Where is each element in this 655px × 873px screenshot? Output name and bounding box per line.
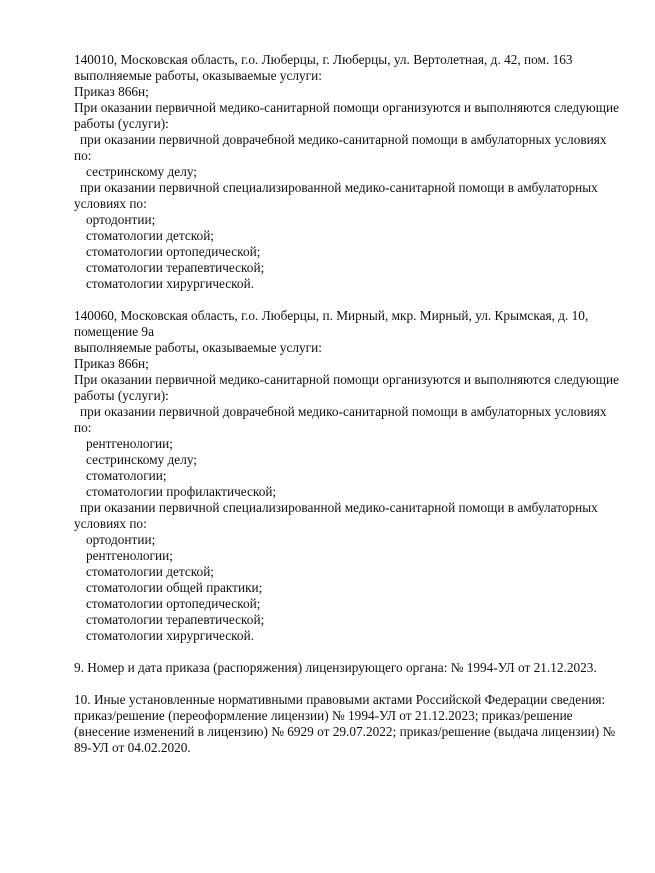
list-item: стоматологии терапевтической;: [86, 612, 265, 627]
address-line: 140060, Московская область, г.о. Люберцы, п. Мирный, мкр. Мирный, ул. Крымская, д. 10,: [74, 308, 589, 323]
other-info-line: 89-УЛ от 04.02.2020.: [74, 740, 191, 755]
order-reference: Приказ 866н;: [74, 356, 149, 371]
list-item: стоматологии терапевтической;: [86, 260, 265, 275]
list-item: стоматологии ортопедической;: [86, 244, 261, 259]
document-page: [74, 52, 634, 756]
subsection-heading: по:: [74, 148, 92, 163]
list-item: сестринскому делу;: [86, 164, 197, 179]
address-line: 140010, Московская область, г.о. Люберцы, г. Люберцы, ул. Вертолетная, д. 42, пом. 163: [74, 52, 573, 67]
order-number-date: 9. Номер и дата приказа (распоряжения) лицензирующего органа: № 1994-УЛ от 21.12.2023.: [74, 660, 597, 675]
list-item: стоматологии детской;: [86, 564, 215, 579]
section-10: [74, 692, 634, 756]
list-item: сестринскому делу;: [86, 452, 197, 467]
subsection-heading: при оказании первичной доврачебной медико-санитарной помощи в амбулаторных условиях: [80, 404, 607, 419]
list-item: ортодонтии;: [86, 532, 156, 547]
list-item: стоматологии хирургической.: [86, 276, 255, 291]
list-item: стоматологии общей практики;: [86, 580, 263, 595]
list-item: стоматологии детской;: [86, 228, 215, 243]
subsection-heading: условиях по:: [74, 196, 147, 211]
list-item: стоматологии хирургической.: [86, 628, 255, 643]
other-info-line: приказ/решение (переоформление лицензии) № 1994-УЛ от 21.12.2023; приказ/решение: [74, 708, 573, 723]
address-line: помещение 9а: [74, 324, 154, 339]
intro-line: работы (услуги):: [74, 116, 169, 131]
other-info-line: (внесение изменений в лицензию) № 6929 от 29.07.2022; приказ/решение (выдача лицензии) №: [74, 724, 616, 739]
list-item: рентгенологии;: [86, 548, 173, 563]
list-item: рентгенологии;: [86, 436, 173, 451]
subsection-heading: условиях по:: [74, 516, 147, 531]
subsection-heading: при оказании первичной специализированной медико-санитарной помощи в амбулаторных: [80, 500, 598, 515]
works-label: выполняемые работы, оказываемые услуги:: [74, 340, 322, 355]
subsection-heading: при оказании первичной доврачебной медико-санитарной помощи в амбулаторных условиях: [80, 132, 607, 147]
intro-line: При оказании первичной медико-санитарной помощи организуются и выполняются следующие: [74, 372, 619, 387]
list-item: стоматологии профилактической;: [86, 484, 277, 499]
section-9: [74, 660, 634, 676]
order-reference: Приказ 866н;: [74, 84, 149, 99]
spacer: [74, 292, 634, 308]
address-block-2: [74, 308, 634, 644]
other-info-line: 10. Иные установленные нормативными правовыми актами Российской Федерации сведения:: [74, 692, 606, 707]
list-item: стоматологии;: [86, 468, 167, 483]
intro-line: работы (услуги):: [74, 388, 169, 403]
works-label: выполняемые работы, оказываемые услуги:: [74, 68, 322, 83]
intro-line: При оказании первичной медико-санитарной помощи организуются и выполняются следующие: [74, 100, 619, 115]
list-item: стоматологии ортопедической;: [86, 596, 261, 611]
subsection-heading: по:: [74, 420, 92, 435]
subsection-heading: при оказании первичной специализированной медико-санитарной помощи в амбулаторных: [80, 180, 598, 195]
list-item: ортодонтии;: [86, 212, 156, 227]
spacer: [74, 676, 634, 692]
spacer: [74, 644, 634, 660]
address-block-1: [74, 52, 634, 292]
